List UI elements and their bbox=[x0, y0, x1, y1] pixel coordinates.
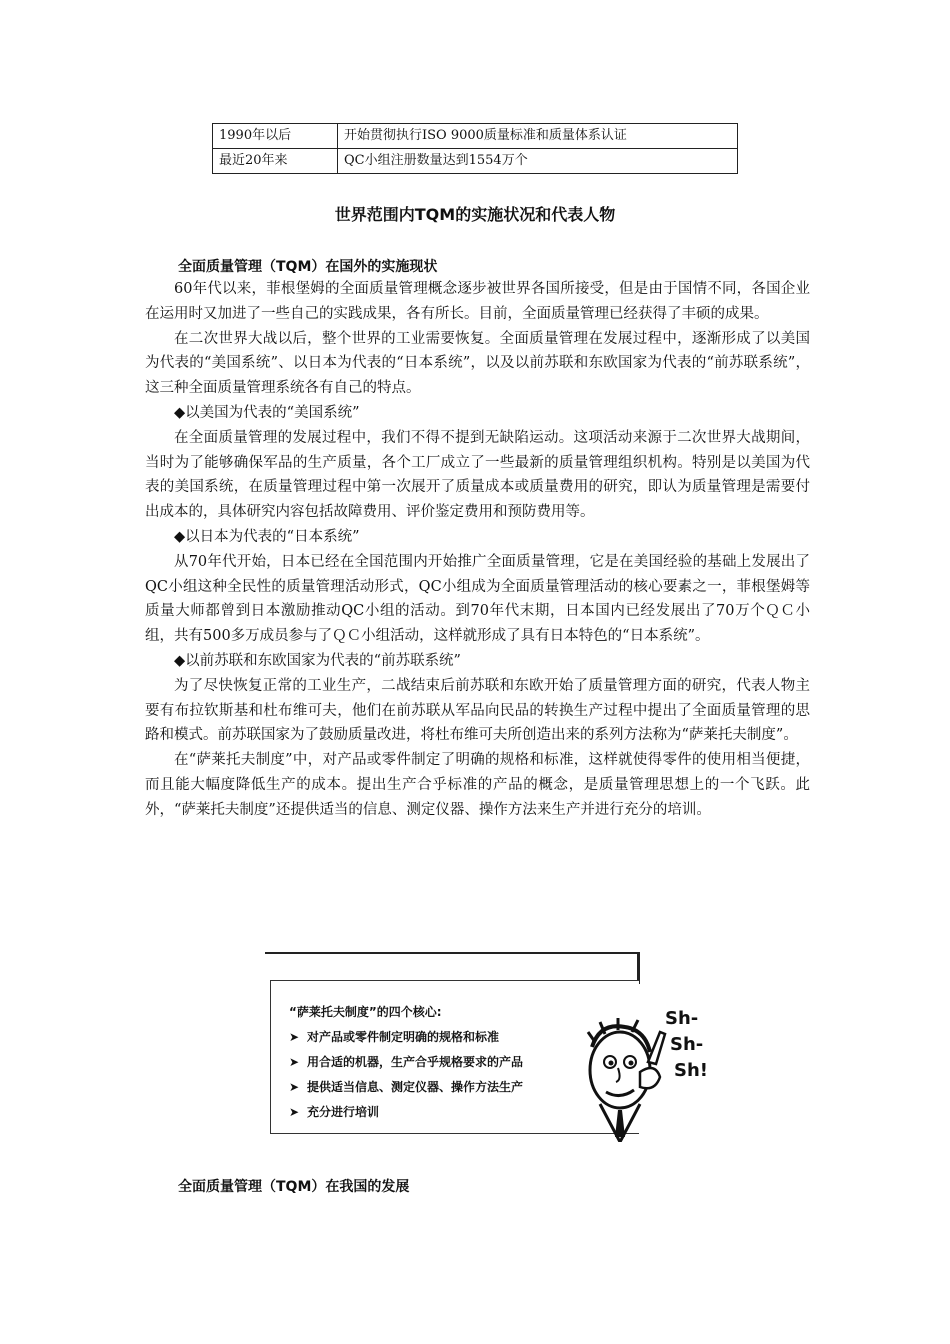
table-row bbox=[213, 149, 738, 174]
table-row bbox=[213, 124, 738, 149]
heading-abroad: 全面质量管理（TQM）在国外的实施现状 bbox=[178, 259, 438, 275]
arrow-icon: ➤ bbox=[289, 1080, 300, 1094]
table-cell-period: 1990年以后 bbox=[213, 124, 338, 149]
paragraph: 60年代以来，菲根堡姆的全面质量管理概念逐步被世界各国所接受，但是由于国情不同，各国企业在运用时又加进了一些自己的实践成果，各有所长。目前，全面质量管理已经获得了丰硕的成果。 bbox=[145, 281, 810, 322]
figure-item: ➤ 提供适当信息、测定仪器、操作方法生产 bbox=[289, 1075, 589, 1100]
paragraph: 在二次世界大战以后，整个世界的工业需要恢复。全面质量管理在发展过程中，逐渐形成了以美国为代表的“美国系统”、以日本为代表的“日本系统”，以及以前苏联和东欧国家为代表的“前苏联系统”，这三种全面质量管理系统各有自己的特点。 bbox=[145, 330, 810, 397]
arrow-icon: ➤ bbox=[289, 1055, 300, 1069]
figure-item: ➤ 用合适的机器，生产合乎规格要求的产品 bbox=[289, 1050, 589, 1075]
table-cell-period: 最近20年来 bbox=[213, 149, 338, 174]
figure-content bbox=[289, 1000, 589, 1125]
table-cell-event: QC小组注册数量达到1554万个 bbox=[338, 149, 738, 174]
table-cell-event: 开始贯彻执行ISO 9000质量标准和质量体系认证 bbox=[338, 124, 738, 149]
cartoon-figure-icon bbox=[570, 992, 720, 1142]
bubble-text: Sh- bbox=[670, 1034, 704, 1055]
figure-item: ➤ 充分进行培训 bbox=[289, 1100, 589, 1125]
paragraph: 从70年代开始，日本已经在全国范围内开始推广全面质量管理，它是在美国经验的基础上发展出了QC小组这种全民性的质量管理活动形式，QC小组成为全面质量管理活动的核心要素之一，菲根堡姆等质量大师都曾到日本激励推动QC小组的活动。到70年代末期，日本国内已经发展出了70万个ＱＣ小组，共有500多万成员参与了ＱＣ小组活动，这样就形成了具有日本特色的“日本系统”。 bbox=[145, 553, 810, 645]
saratov-figure bbox=[265, 952, 708, 1138]
subheading-usa: ◆以美国为代表的“美国系统” bbox=[174, 404, 360, 421]
arrow-icon: ➤ bbox=[289, 1030, 300, 1044]
figure-title: “萨莱托夫制度”的四个核心: bbox=[289, 1005, 442, 1019]
heading-china: 全面质量管理（TQM）在我国的发展 bbox=[178, 1179, 410, 1195]
paragraph: 在“萨莱托夫制度”中，对产品或零件制定了明确的规格和标准，这样就使得零件的使用相当便捷，而且能大幅度降低生产的成本。提出生产合乎标准的产品的概念，是质量管理思想上的一个飞跃。此外，“萨莱托夫制度”还提供适当的信息、测定仪器、操作方法来生产并进行充分的培训。 bbox=[145, 752, 810, 818]
body-text bbox=[145, 277, 810, 823]
figure-item: ➤ 对产品或零件制定明确的规格和标准 bbox=[289, 1025, 589, 1050]
arrow-icon: ➤ bbox=[289, 1105, 300, 1119]
paragraph: 在全面质量管理的发展过程中，我们不得不提到无缺陷运动。这项活动来源于二次世界大战期间，当时为了能够确保军品的生产质量，各个工厂成立了一些最新的质量管理组织机构。特别是以美国为代表的美国系统，在质量管理过程中第一次展开了质量成本或质量费用的研究，即认为质量管理是需要付出成本的，具体研究内容包括故障费用、评价鉴定费用和预防费用等。 bbox=[145, 429, 810, 521]
bubble-text: Sh- bbox=[665, 1008, 699, 1029]
subheading-japan: ◆以日本为代表的“日本系统” bbox=[174, 528, 360, 545]
subheading-ussr: ◆以前苏联和东欧国家为代表的“前苏联系统” bbox=[174, 652, 461, 669]
paragraph: 为了尽快恢复正常的工业生产，二战结束后前苏联和东欧开始了质量管理方面的研究，代表人物主要有布拉钦斯基和杜布维可夫，他们在前苏联从军品向民品的转换生产过程中提出了全面质量管理的思路和模式。前苏联国家为了鼓励质量改进，将杜布维可夫所创造出来的系列方法称为“萨莱托夫制度”。 bbox=[145, 677, 810, 744]
bubble-text: Sh! bbox=[674, 1060, 708, 1081]
history-table bbox=[212, 123, 738, 174]
section-title: 世界范围内TQM的实施状况和代表人物 bbox=[334, 205, 616, 224]
